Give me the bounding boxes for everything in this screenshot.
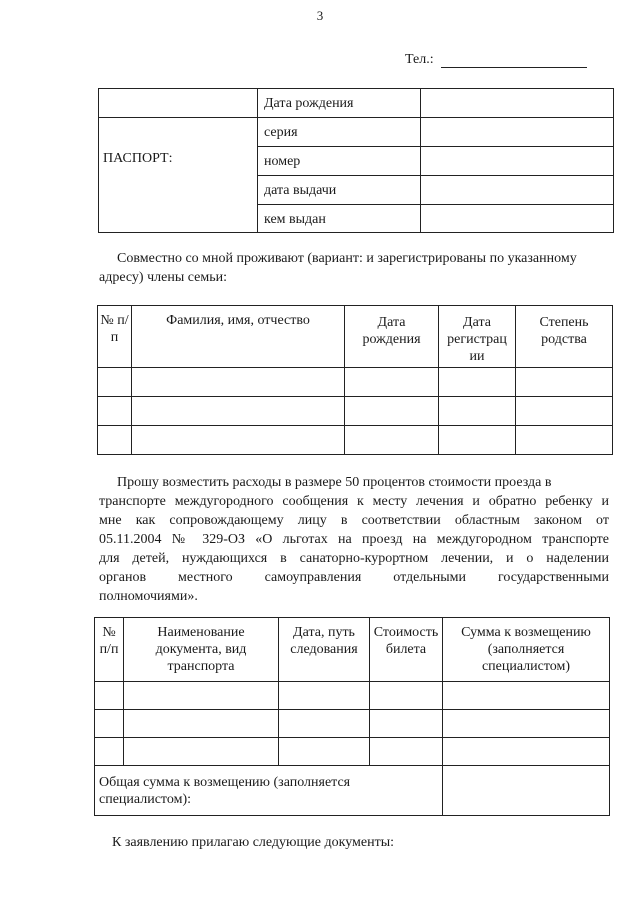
family-cell[interactable] [98, 397, 132, 426]
request-line-2: транспорте междугородного сообщения к месту лечения и обратно ребенку и [99, 494, 609, 509]
expense-cell[interactable] [370, 682, 443, 710]
birth-date-label: Дата рождения [258, 89, 421, 118]
request-line-1: Прошу возместить расходы в размере 50 процентов стоимости проезда в [117, 475, 552, 490]
family-header-birthdate: Дата рождения [345, 306, 439, 368]
expense-row [95, 682, 610, 710]
family-cell[interactable] [439, 397, 516, 426]
family-header-registration: Дата регистрац ии [439, 306, 516, 368]
issue-date-label: дата выдачи [258, 176, 421, 205]
expense-cell[interactable] [279, 738, 370, 766]
family-cell[interactable] [516, 426, 613, 455]
expense-header-document: Наименование документа, вид транспорта [124, 618, 279, 682]
number-label: номер [258, 147, 421, 176]
expense-cell[interactable] [95, 738, 124, 766]
attachments-line: К заявлению прилагаю следующие документы: [112, 835, 395, 850]
passport-label: ПАСПОРТ: [99, 118, 258, 233]
page-number: 3 [316, 8, 324, 23]
family-intro-line1: Совместно со мной проживают (вариант: и зарегистрированы по указанному [117, 251, 577, 266]
family-row [98, 426, 613, 455]
expense-header-route: Дата, путь следования [279, 618, 370, 682]
expense-header-cost: Стоимость билета [370, 618, 443, 682]
expense-cell[interactable] [95, 682, 124, 710]
issued-by-value[interactable] [421, 205, 614, 233]
tel-label: Тел.: [405, 52, 434, 67]
family-cell[interactable] [98, 368, 132, 397]
expense-cell[interactable] [443, 710, 610, 738]
family-cell[interactable] [132, 426, 345, 455]
family-header-relation: Степень родства [516, 306, 613, 368]
family-cell[interactable] [132, 397, 345, 426]
expense-cell[interactable] [95, 710, 124, 738]
expense-cell[interactable] [370, 738, 443, 766]
expense-cell[interactable] [279, 710, 370, 738]
expense-cell[interactable] [443, 682, 610, 710]
family-cell[interactable] [345, 426, 439, 455]
expense-header-num: № п/п [95, 618, 124, 682]
family-cell[interactable] [516, 397, 613, 426]
expense-cell[interactable] [124, 682, 279, 710]
birth-date-value[interactable] [421, 89, 614, 118]
expense-row [95, 738, 610, 766]
request-line-4: 05.11.2004 № 329-ОЗ «О льготах на проезд на междугородном транспорте [99, 532, 609, 547]
family-cell[interactable] [345, 368, 439, 397]
family-cell[interactable] [439, 426, 516, 455]
expense-cell[interactable] [370, 710, 443, 738]
issued-by-label: кем выдан [258, 205, 421, 233]
passport-table [98, 88, 614, 233]
family-cell[interactable] [98, 426, 132, 455]
expense-cell[interactable] [124, 738, 279, 766]
expense-table [94, 617, 610, 816]
family-row [98, 368, 613, 397]
series-label: серия [258, 118, 421, 147]
expense-header-refund: Сумма к возмещению (заполняется специалистом) [443, 618, 610, 682]
expense-cell[interactable] [279, 682, 370, 710]
request-line-5: для детей, нуждающихся в санаторно-курортном лечении, и о наделении [99, 551, 609, 566]
expense-row [95, 710, 610, 738]
family-cell[interactable] [516, 368, 613, 397]
series-value[interactable] [421, 118, 614, 147]
family-header-num: № п/п [98, 306, 132, 368]
family-cell[interactable] [345, 397, 439, 426]
number-value[interactable] [421, 147, 614, 176]
tel-input-line[interactable] [441, 67, 587, 68]
request-line-3: мне как сопровождающему лицу в соответствии областным законом от [99, 513, 609, 528]
expense-cell[interactable] [443, 738, 610, 766]
expense-total-label: Общая сумма к возмещению (заполняется специалистом): [95, 766, 443, 816]
issue-date-value[interactable] [421, 176, 614, 205]
family-row [98, 397, 613, 426]
family-cell[interactable] [132, 368, 345, 397]
family-table [97, 305, 613, 455]
expense-total-value[interactable] [443, 766, 610, 816]
family-header-name: Фамилия, имя, отчество [132, 306, 345, 368]
passport-empty-cell [99, 89, 258, 118]
family-cell[interactable] [439, 368, 516, 397]
request-line-6: органов местного самоуправления отдельными государственными [99, 570, 609, 585]
request-line-7: полномочиями». [99, 589, 198, 604]
expense-cell[interactable] [124, 710, 279, 738]
family-intro-line2: адресу) члены семьи: [99, 270, 227, 285]
